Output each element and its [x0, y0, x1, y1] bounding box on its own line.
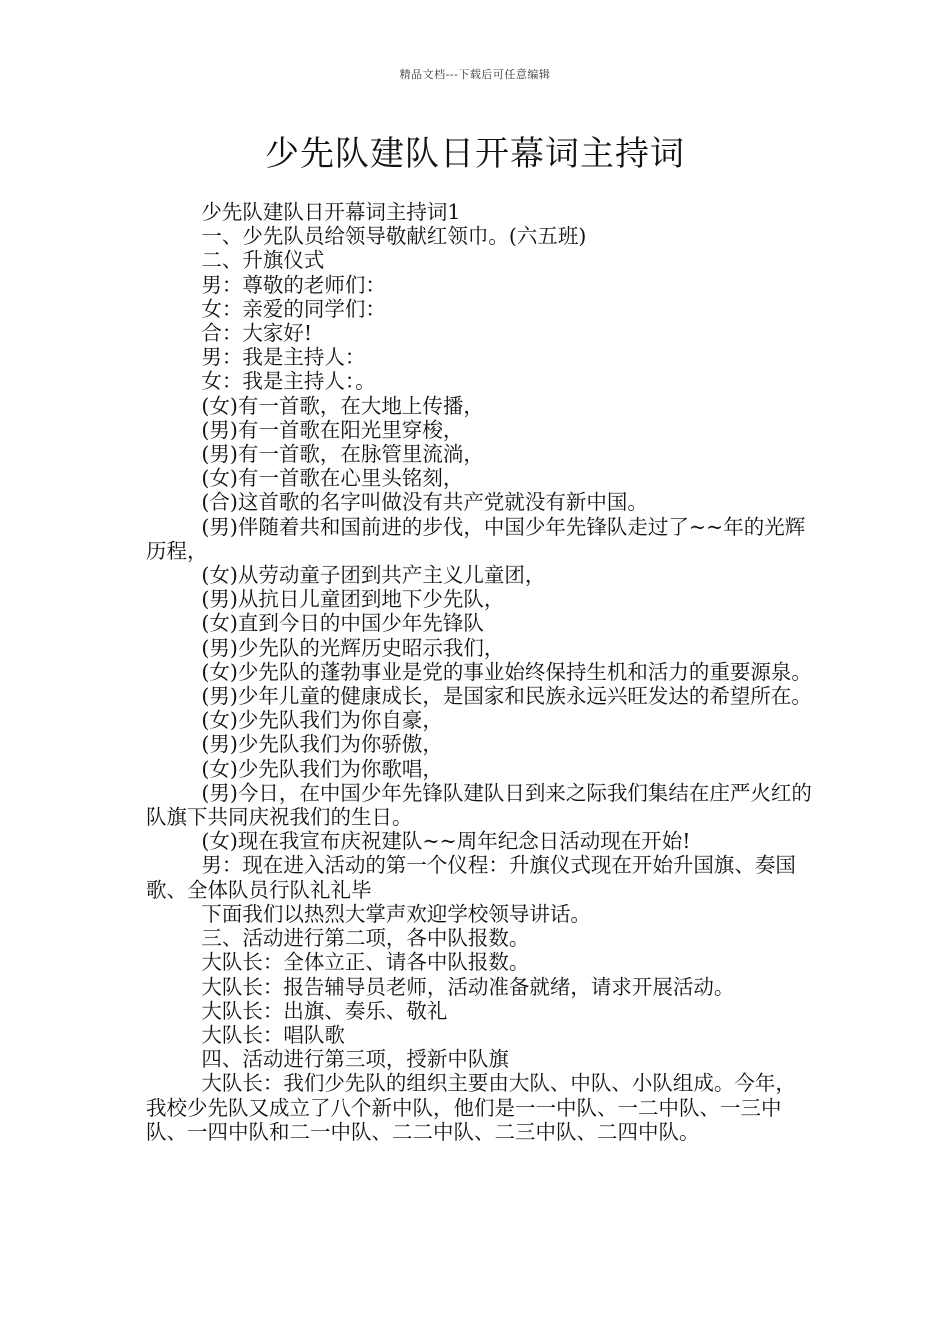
paragraph: (男)有一首歌，在脉管里流淌，	[201, 442, 484, 467]
paragraph: 二、升旗仪式	[201, 248, 325, 273]
paragraph: (男)今日，在中国少年先锋队建队日到来之际我们集结在庄严火红的队旗下共同庆祝我们的生日。	[146, 780, 812, 830]
paragraph: 男：我是主持人：	[201, 345, 366, 370]
paragraph: (女)从劳动童子团到共产主义儿童团，	[201, 563, 546, 588]
paragraph: (女)少先队我们为你歌唱，	[201, 756, 443, 781]
paragraph: 少先队建队日开幕词主持词1	[201, 200, 461, 224]
header-note: 精品文档---下载后可任意编辑	[399, 68, 551, 81]
paragraph: 合：大家好!	[201, 321, 313, 346]
paragraph: 下面我们以热烈大掌声欢迎学校领导讲话。	[201, 901, 591, 926]
paragraph: 一、少先队员给领导敬献红领巾。(六五班)	[201, 224, 587, 249]
paragraph: 大队长：出旗、奏乐、敬礼	[201, 998, 448, 1023]
paragraph: (女)直到今日的中国少年先锋队	[201, 611, 484, 636]
paragraph: (女)有一首歌在心里头铭刻，	[201, 466, 464, 491]
paragraph: 男：尊敬的老师们：	[201, 272, 386, 297]
paragraph: (男)伴随着共和国前进的步伐，中国少年先锋队走过了~~年的光辉历程，	[146, 514, 806, 563]
paragraph: 大队长：唱队歌	[201, 1022, 345, 1047]
paragraph: (男)少年儿童的健康成长，是国家和民族永远兴旺发达的希望所在。	[201, 684, 812, 709]
paragraph: 女：我是主持人：。	[201, 369, 376, 394]
paragraph: (男)从抗日儿童团到地下少先队，	[201, 587, 505, 612]
paragraph: 大队长：全体立正、请各中队报数。	[201, 950, 530, 975]
paragraph: (女)现在我宣布庆祝建队~~周年纪念日活动现在开始!	[201, 829, 691, 854]
paragraph: 大队长：我们少先队的组织主要由大队、中队、小队组成。今年，我校少先队又成立了八个新中队，他们是一一中队、一二中队、一三中队、一四中队和二一中队、二二中队、二三中队、二四中队。	[146, 1071, 796, 1144]
paragraph: 四、活动进行第三项，授新中队旗	[201, 1047, 509, 1072]
paragraph: 女：亲爱的同学们：	[201, 296, 386, 321]
paragraph: (男)有一首歌在阳光里穿梭，	[201, 417, 464, 442]
paragraph: (男)少先队的光辉历史昭示我们，	[201, 635, 505, 660]
document-body	[146, 200, 812, 1144]
paragraph: (女)少先队我们为你自豪，	[201, 708, 443, 733]
paragraph: (男)少先队我们为你骄傲，	[201, 732, 443, 757]
paragraph: (女)有一首歌，在大地上传播，	[201, 393, 484, 418]
paragraph: 男：现在进入活动的第一个仪程：升旗仪式现在开始升国旗、奏国歌、全体队员行队礼礼毕	[146, 853, 796, 902]
paragraph: 三、活动进行第二项，各中队报数。	[201, 926, 530, 951]
paragraph: (合)这首歌的名字叫做没有共产党就没有新中国。	[201, 490, 648, 515]
paragraph: (女)少先队的蓬勃事业是党的事业始终保持生机和活力的重要源泉。	[201, 659, 812, 684]
paragraph: 大队长：报告辅导员老师，活动准备就绪，请求开展活动。	[201, 974, 735, 999]
document-title: 少先队建队日开幕词主持词	[265, 134, 685, 174]
